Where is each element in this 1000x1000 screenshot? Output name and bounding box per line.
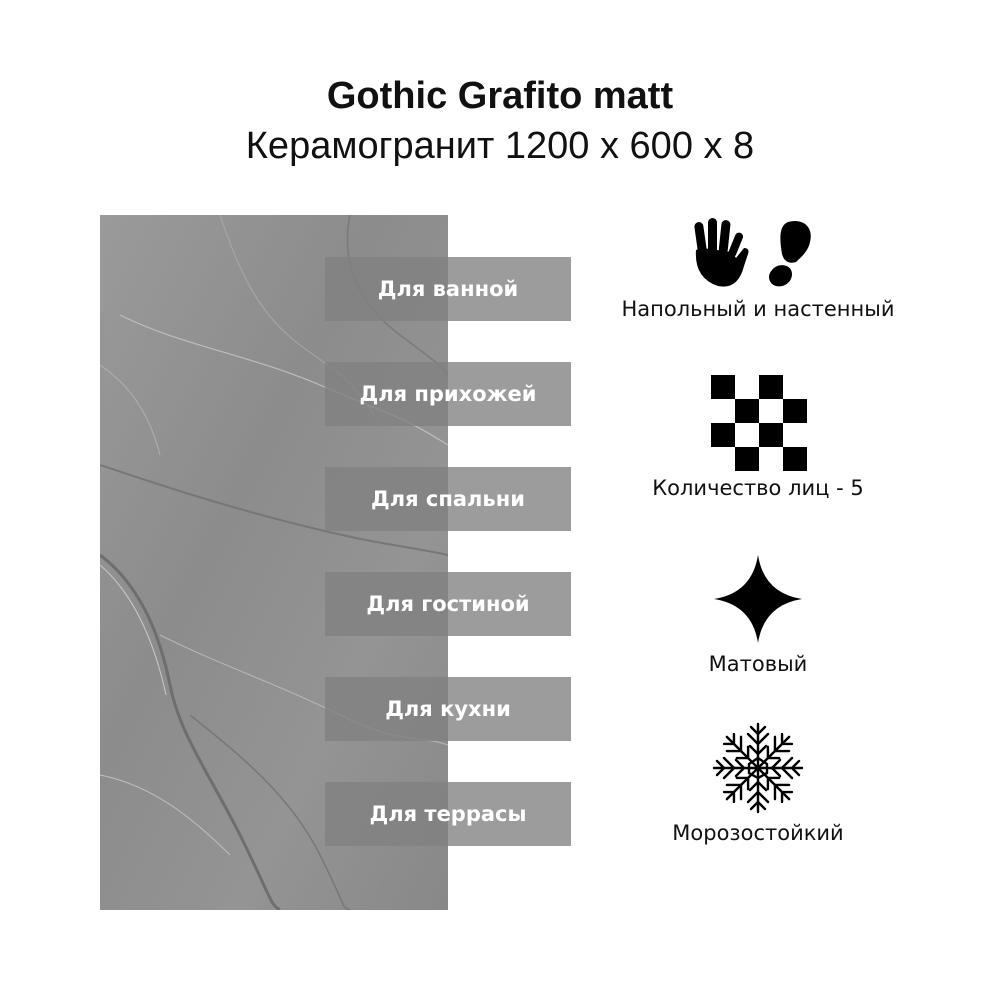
room-label-bathroom: Для ванной: [325, 257, 571, 321]
hand-foot-icon: [692, 218, 816, 295]
checkerboard-icon: [711, 375, 807, 476]
product-title: Gothic Grafito matt: [326, 75, 674, 117]
feature-label-floor-wall: Напольный и настенный: [621, 297, 895, 321]
room-label-kitchen: Для кухни: [325, 677, 571, 741]
room-label-terrace: Для террасы: [325, 782, 571, 846]
product-subtitle: Керамогранит 1200 x 600 x 8: [245, 125, 755, 167]
feature-label-matte: Матовый: [708, 652, 808, 676]
feature-label-faces: Количество лиц - 5: [652, 476, 864, 500]
sparkle-star-icon: [714, 555, 802, 648]
feature-label-frost-resistant: Морозостойкий: [672, 821, 844, 845]
room-label-living-room: Для гостиной: [325, 572, 571, 636]
room-label-hallway: Для прихожей: [325, 362, 571, 426]
room-label-bedroom: Для спальни: [325, 467, 571, 531]
snowflake-icon: [710, 720, 806, 821]
